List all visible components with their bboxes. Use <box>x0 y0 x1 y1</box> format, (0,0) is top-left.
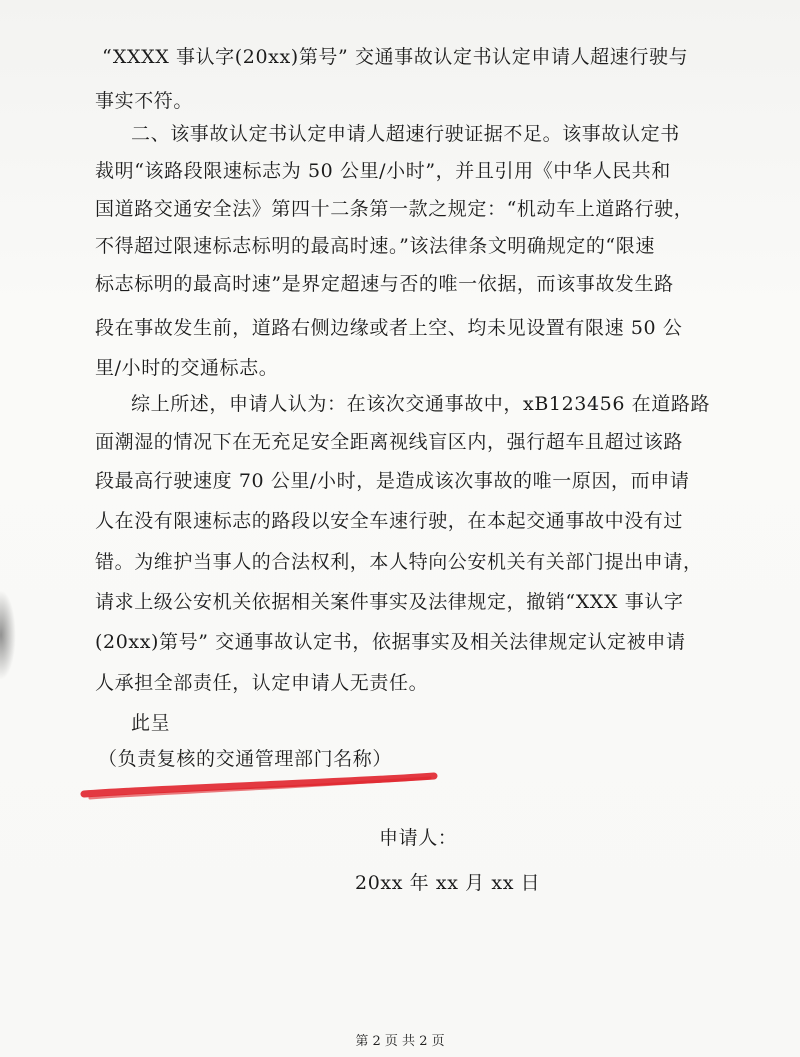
paragraph-line: 段在事故发生前，道路右侧边缘或者上空、均未见设置有限速 50 公 <box>95 317 683 339</box>
paragraph-line: 不得超过限速标志标明的最高时速。”该法律条文明确规定的“限速 <box>95 235 655 257</box>
paragraph-line: 事实不符。 <box>95 90 194 112</box>
red-underline-mark <box>80 768 440 808</box>
paragraph-line: 二、该事故认定书认定申请人超速行驶证据不足。该事故认定书 <box>131 123 680 145</box>
paragraph-line: (20xx)第号” 交通事故认定书，依据事实及相关法律规定认定被申请 <box>95 631 686 653</box>
paragraph-line: 面潮湿的情况下在无充足安全距离视线盲区内，强行超车且超过该路 <box>95 431 684 453</box>
paragraph-line: 里/小时的交通标志。 <box>95 357 279 379</box>
paragraph-line: 标志标明的最高时速”是界定超速与否的唯一依据，而该事故发生路 <box>95 273 674 295</box>
paragraph-line: 综上所述，申请人认为：在该次交通事故中，xB123456 在道路路 <box>131 393 711 415</box>
page-footer: 第 2 页 共 2 页 <box>355 1034 445 1049</box>
date-line: 20xx 年 xx 月 xx 日 <box>355 872 541 894</box>
paragraph-line: 段最高行驶速度 70 公里/小时，是造成该次事故的唯一原因，而申请 <box>95 470 690 492</box>
paragraph-line: 人在没有限速标志的路段以安全车速行驶，在本起交通事故中没有过 <box>95 510 684 532</box>
paragraph-line: 人承担全部责任，认定申请人无责任。 <box>95 672 429 694</box>
paragraph-line: 裁明“该路段限速标志为 50 公里/小时”，并且引用《中华人民共和 <box>95 160 671 182</box>
closing-phrase: 此呈 <box>131 712 171 734</box>
paragraph-line: 请求上级公安机关依据相关案件事实及法律规定，撤销“XXX 事认字 <box>95 591 684 613</box>
paragraph-line: 国道路交通安全法》第四十二条第一款之规定：“机动车上道路行驶， <box>95 198 694 220</box>
recipient-placeholder: （负责复核的交通管理部门名称） <box>98 748 393 770</box>
scan-edge-shadow <box>0 590 16 680</box>
applicant-label: 申请人： <box>379 827 458 849</box>
paragraph-line: “XXXX 事认字(20xx)第号” 交通事故认定书认定申请人超速行驶与 <box>102 46 689 68</box>
paragraph-line: 错。为维护当事人的合法权利，本人特向公安机关有关部门提出申请， <box>95 551 703 573</box>
